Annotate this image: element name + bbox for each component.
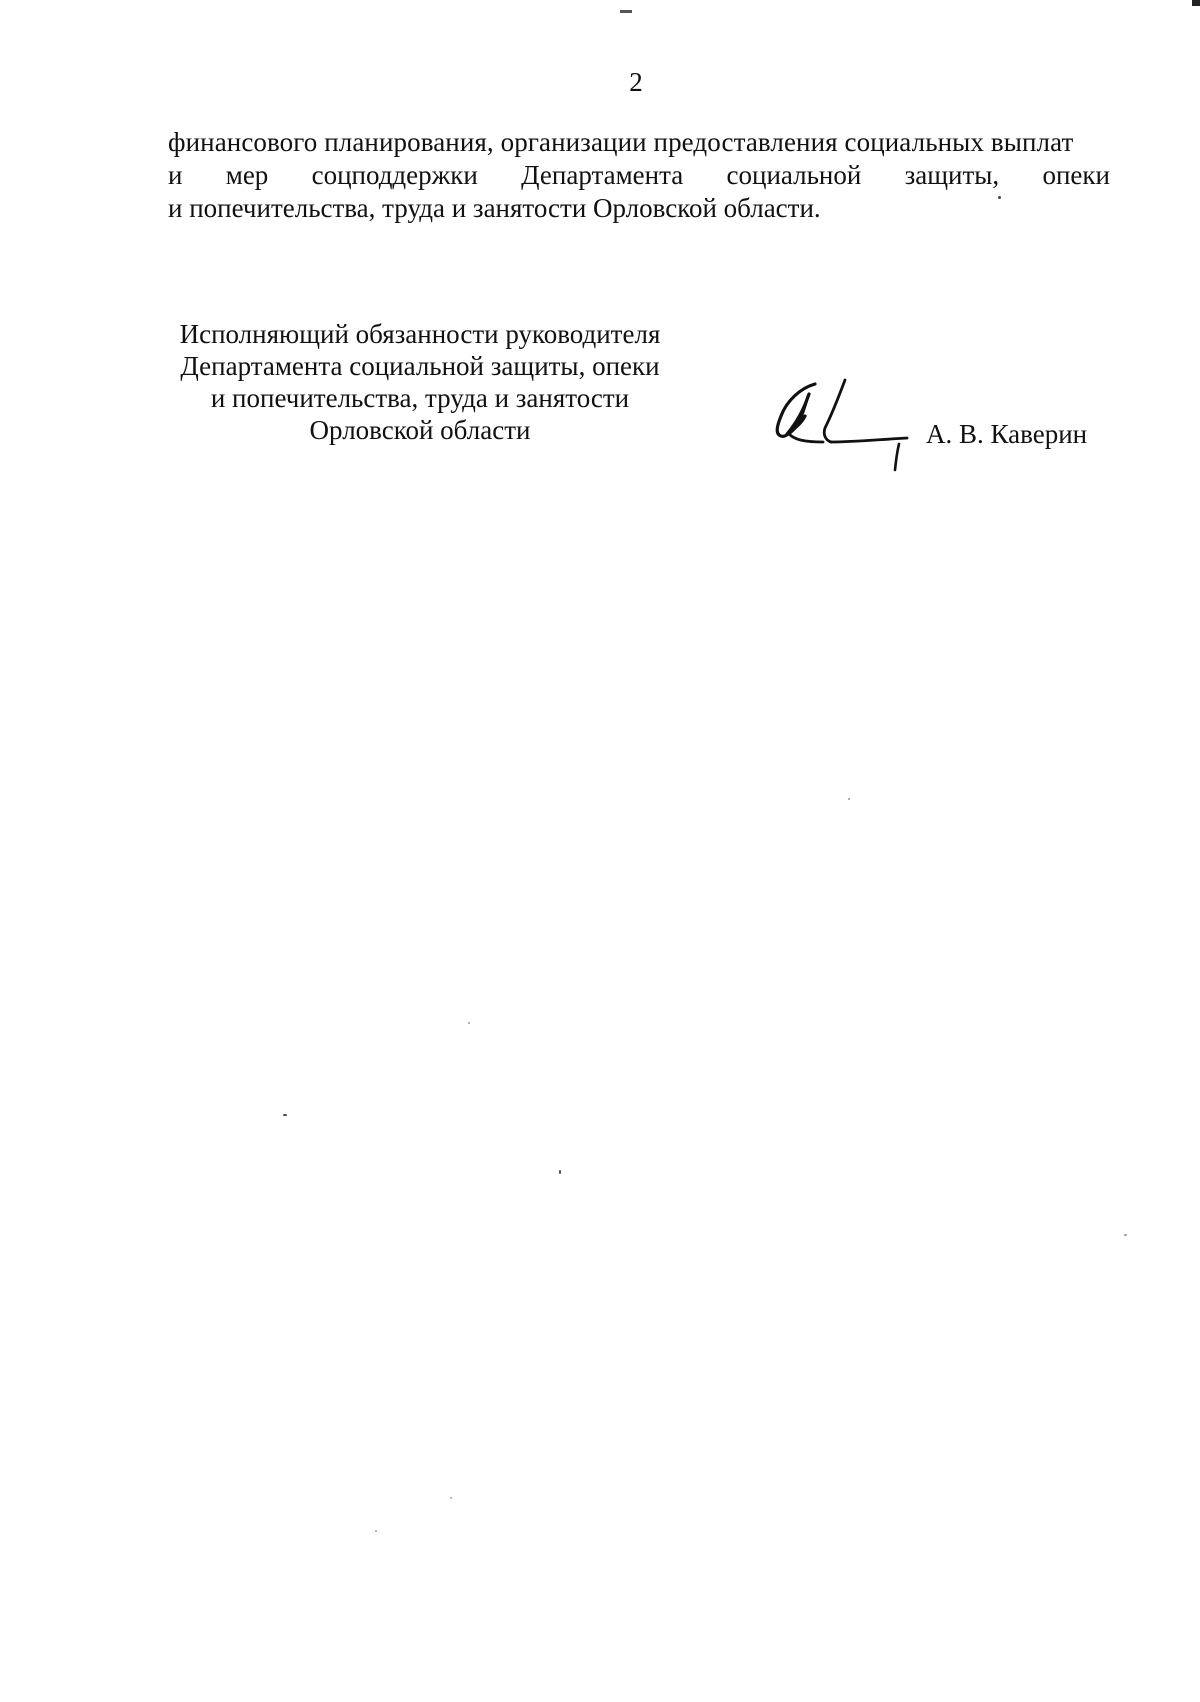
scan-speck [559,1170,561,1174]
word: защиты, [904,160,1000,190]
word: мер [225,160,269,190]
scan-speck [1124,1234,1127,1236]
word: социальной [726,160,862,190]
scan-artifact [1192,0,1200,6]
scan-speck [468,1022,470,1024]
scan-speck [998,196,1001,199]
signatory-title-line: Исполняющий обязанности руководителя [179,319,661,349]
word: Департамента [521,160,684,190]
paragraph-line-3 [168,192,1110,225]
signatory-title-line: Орловской области [309,415,531,445]
signatory-title-line: и попечительства, труда и занятости [210,383,630,413]
paragraph-text: финансового планирования, организации предоставления социальных выплат [168,127,1074,157]
page-number: 2 [629,67,643,97]
word: опеки [1042,160,1110,190]
scan-speck [375,1530,377,1532]
signatory-title-line: Департамента социальной защиты, опеки [180,351,660,381]
scan-speck [450,1497,452,1499]
scan-artifact [620,10,632,13]
signatory-title [160,318,680,446]
scan-speck [283,1114,287,1116]
paragraph-text: и попечительства, труда и занятости Орловской области. [168,193,821,223]
word: соцподдержки [311,160,478,190]
paragraph-line-1 [168,126,1110,159]
signer-name: А. В. Каверин [926,419,1088,449]
handwritten-signature [775,376,910,472]
justified-line [168,159,1110,192]
word: и [168,160,183,190]
paragraph-line-2 [168,159,1110,192]
scan-speck [848,798,850,800]
